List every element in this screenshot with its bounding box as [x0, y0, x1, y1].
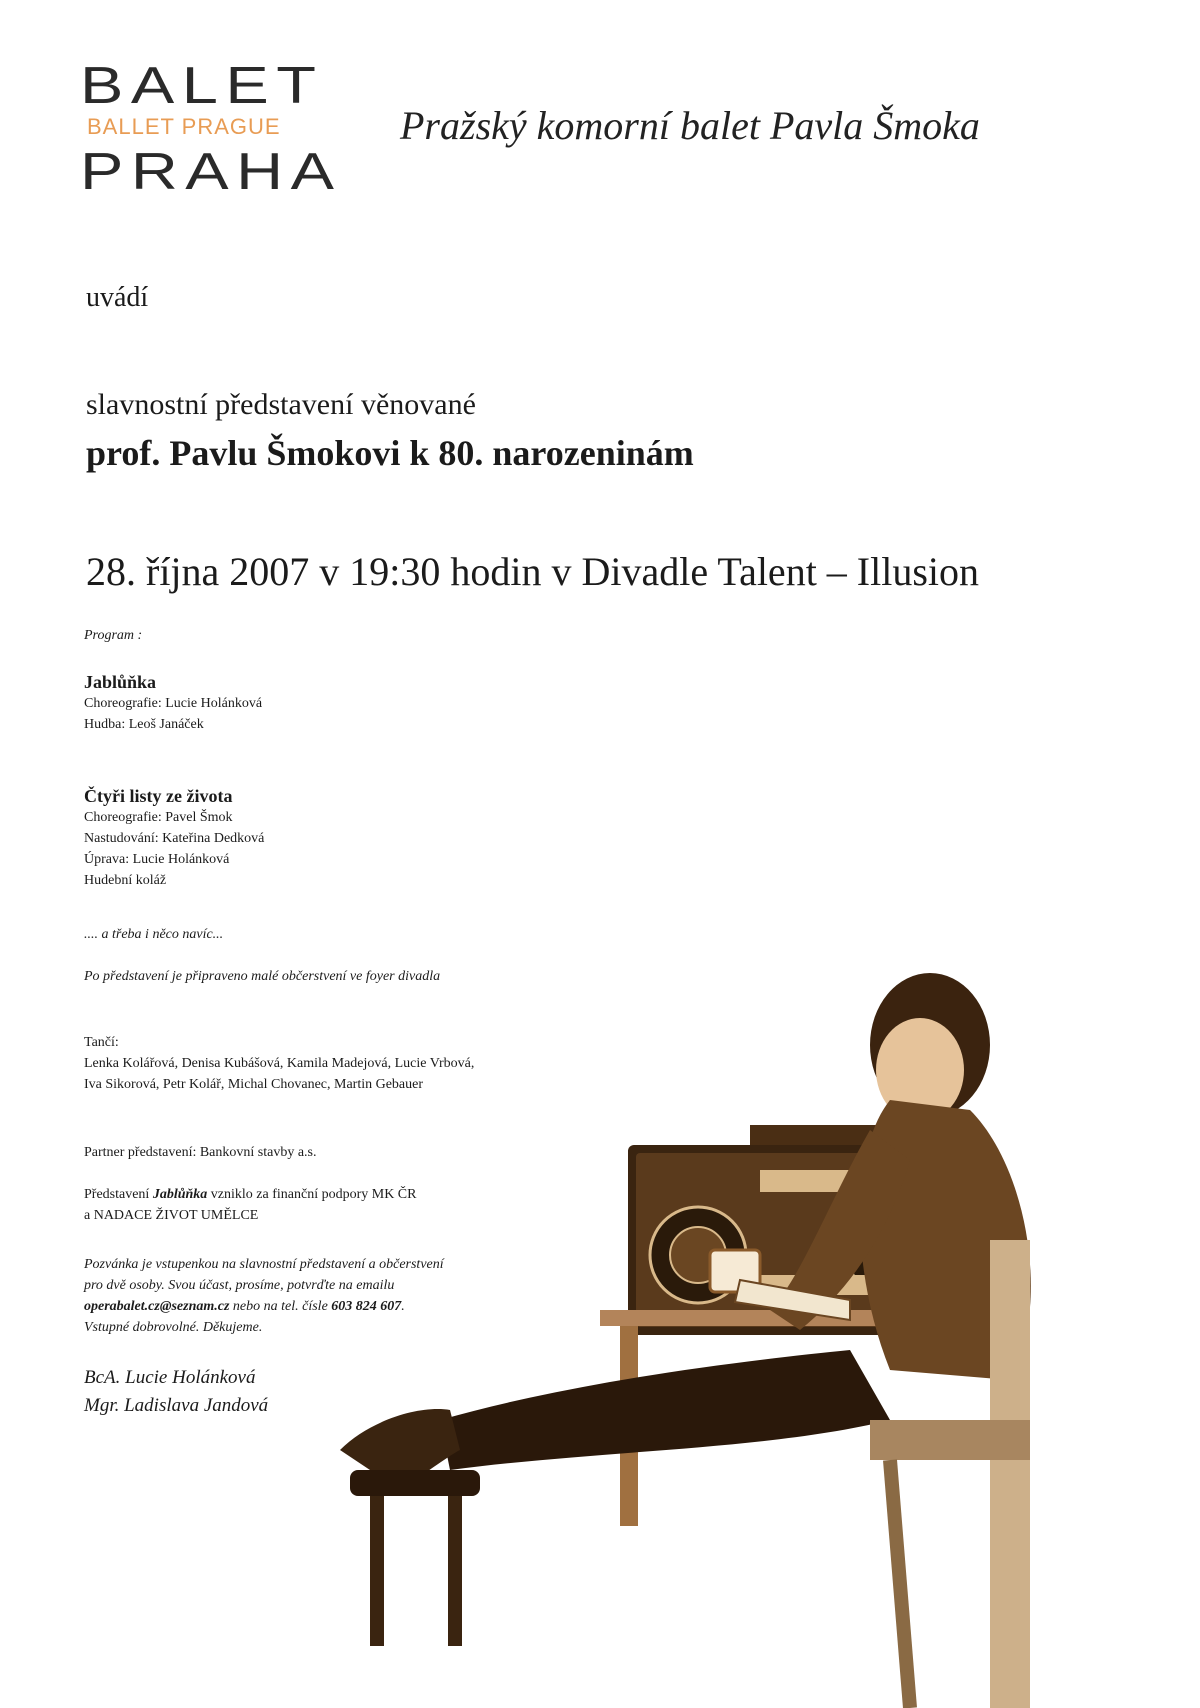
piece-title: Čtyři listy ze života	[84, 786, 233, 806]
company-name: Pražský komorní balet Pavla Šmoka	[400, 103, 980, 148]
logo-balet: BALET	[80, 57, 324, 115]
signature-name: BcA. Lucie Holánková	[84, 1367, 256, 1388]
piece-line: Hudba: Leoš Janáček	[84, 717, 204, 732]
piece-title: Jablůňka	[84, 672, 157, 692]
piece-line: Nastudování: Kateřina Dedková	[84, 831, 265, 846]
funding-suffix: vzniklo za finanční podpory MK ČR	[207, 1187, 417, 1202]
program-extra: .... a třeba i něco navíc...	[84, 927, 224, 942]
dancers-line: Iva Sikorová, Petr Kolář, Michal Chovanec, Martin Gebauer	[84, 1077, 424, 1092]
dancers-label: Tančí:	[84, 1035, 119, 1050]
logo-subtitle: BALLET PRAGUE	[87, 114, 281, 139]
invitation-email: operabalet.cz@seznam.cz	[84, 1299, 230, 1314]
invitation-line: Vstupné dobrovolné. Děkujeme.	[84, 1320, 263, 1335]
partner-text: Partner představení: Bankovní stavby a.s.	[84, 1145, 317, 1160]
logo-praha: PRAHA	[80, 143, 342, 201]
signature-name: Mgr. Ladislava Jandová	[84, 1395, 269, 1416]
invitation-phone: 603 824 607	[331, 1299, 402, 1314]
invitation-end: .	[401, 1299, 405, 1314]
refreshment-note: Po představení je připraveno malé občerstvení ve foyer divadla	[84, 969, 441, 984]
piece-line: Choreografie: Pavel Šmok	[84, 810, 233, 825]
signatures	[84, 1364, 268, 1420]
dancers-line: Lenka Kolářová, Denisa Kubášová, Kamila Madejová, Lucie Vrbová,	[84, 1056, 475, 1071]
invitation-mid: nebo na tel. čísle	[229, 1299, 332, 1314]
funding-prefix: Představení	[84, 1187, 153, 1202]
invitation-line: Pozvánka je vstupenkou na slavnostní představení a občerstvení	[84, 1257, 444, 1272]
piece-line: Hudební koláž	[84, 873, 167, 888]
event-intro: slavnostní představení věnované	[86, 388, 476, 421]
program-label: Program :	[84, 628, 143, 643]
funding-title: Jablůňka	[152, 1187, 208, 1202]
funding-line-2: a NADACE ŽIVOT UMĚLCE	[84, 1208, 259, 1223]
event-headline: prof. Pavlu Šmokovi k 80. narozeninám	[86, 433, 694, 473]
seated-man-illustration	[340, 973, 1031, 1708]
presents-text: uvádí	[86, 282, 149, 313]
program-piece	[84, 786, 264, 891]
piece-line: Úprava: Lucie Holánková	[84, 852, 230, 867]
piece-line: Choreografie: Lucie Holánková	[84, 696, 263, 711]
program-piece	[84, 672, 262, 735]
sepia-photo	[330, 950, 1170, 1708]
event-date-venue: 28. října 2007 v 19:30 hodin v Divadle Talent – Illusion	[86, 549, 980, 594]
invitation-line: pro dvě osoby. Svou účast, prosíme, potvrďte na emailu	[84, 1278, 395, 1293]
